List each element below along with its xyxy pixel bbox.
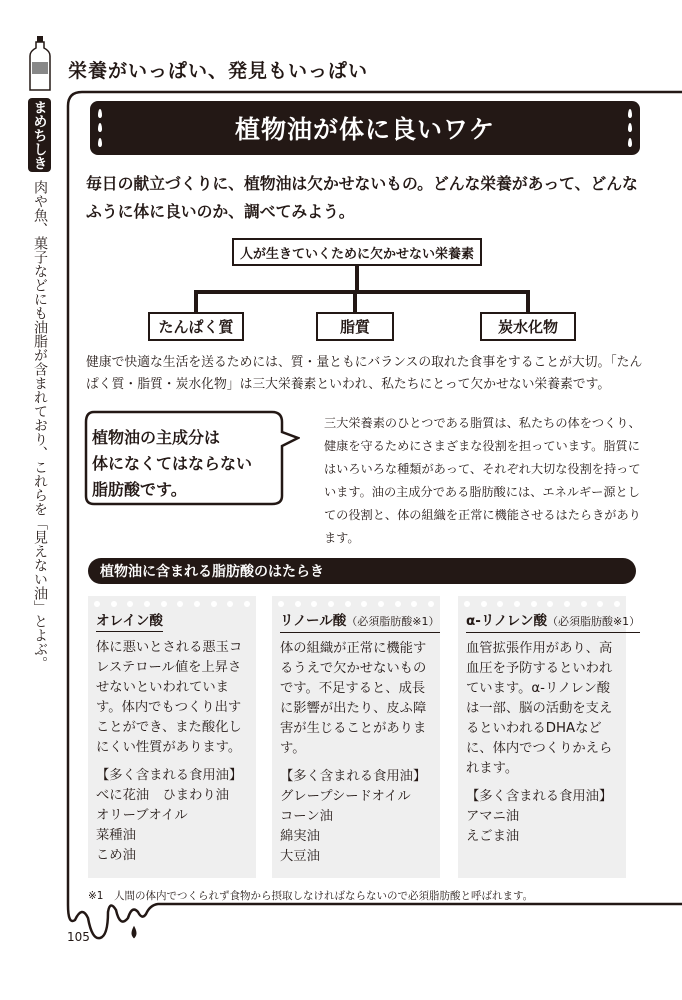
card-title: オレイン酸: [96, 612, 163, 632]
page-title: 植物油が体に良いワケ: [234, 115, 495, 144]
section-heading: 植物油に含まれる脂肪酸のはたらき: [88, 558, 636, 584]
oil-bottle-icon: [29, 36, 51, 92]
card-oil-list: 【多く含まれる食用油】 グレープシードオイル コーン油 綿実油 大豆油: [280, 769, 427, 864]
footnote: ※1 人間の体内でつくられず食物から摂取しなければならないので必須脂肪酸と呼ばれます。: [88, 890, 534, 902]
card-oleic-acid: [88, 596, 256, 878]
diagram-root-box: 人が生きていくために欠かせない栄養素: [232, 238, 482, 266]
diagram-node-protein: たんぱく質: [148, 312, 244, 341]
card-oil-list: 【多く含まれる食用油】 アマニ油 えごま油: [466, 789, 613, 844]
card-body: 体に悪いとされる悪玉コレステロール値を上昇させないといわれています。体内でもつくり出すことができ、また酸化しにくい性質があります。: [96, 640, 243, 755]
intro-text: 毎日の献立づくりに、植物油は欠かせないもの。どんな栄養があって、どんなふうに体に良いのか、調べてみよう。: [86, 174, 638, 221]
speech-bubble-text: [92, 425, 252, 503]
diagram-node-carbohydrate: 炭水化物: [480, 312, 576, 341]
card-alpha-linolenic-acid: [458, 596, 641, 878]
card-oil-list: 【多く含まれる食用油】 べに花油 ひまわり油 オリーブオイル 菜種油 こめ油: [96, 768, 243, 863]
card-body: 体の組織が正常に機能するうえで欠かせないものです。不足すると、成長に影響が出たり、皮ふ障害が生じることがあります。: [280, 641, 427, 756]
card-body: 血管拡張作用があり、高血圧を予防するといわれています。α-リノレン酸は一部、脳の活動を支えるといわれるDHAなどに、体内でつくりかえられます。: [466, 641, 613, 776]
paragraph-lipids: 三大栄養素のひとつである脂質は、私たちの体をつくり、健康を守るためにさまざまな役割を担っています。脂質にはいろいろな種類があって、それぞれ大切な役割を持っています。油の主成分である脂肪酸には、エネルギー源としての役割と、体の組織を正常に機能させるはたらきがあります。: [324, 416, 641, 545]
side-note-text: 肉や魚、菓子などにも油脂が含まれており、これらを「見えない油」とよぶ。: [32, 180, 48, 670]
page-number: 105: [67, 930, 90, 944]
card-title: リノール酸（必須脂肪酸※1）: [280, 612, 440, 633]
bubble-line: 体になくてはならない: [92, 454, 253, 473]
card-linoleic-acid: [272, 596, 440, 878]
diagram-node-lipid: 脂質: [316, 312, 394, 341]
card-title: α-リノレン酸（必須脂肪酸※1）: [466, 612, 640, 633]
title-banner: [90, 101, 640, 155]
header-title: 栄養がいっぱい、発見もいっぱい: [68, 60, 369, 82]
bubble-line: 脂肪酸です。: [92, 480, 187, 499]
bubble-line: 植物油の主成分は: [92, 428, 221, 447]
mamechishiki-tab: まめちしき: [28, 98, 51, 172]
paragraph-nutrients: 健康で快適な生活を送るためには、質・量ともにバランスの取れた食事をすることが大切。「たんぱく質・脂質・炭水化物」は三大栄養素といわれ、私たちにとって欠かせない栄養素です。: [86, 355, 643, 392]
